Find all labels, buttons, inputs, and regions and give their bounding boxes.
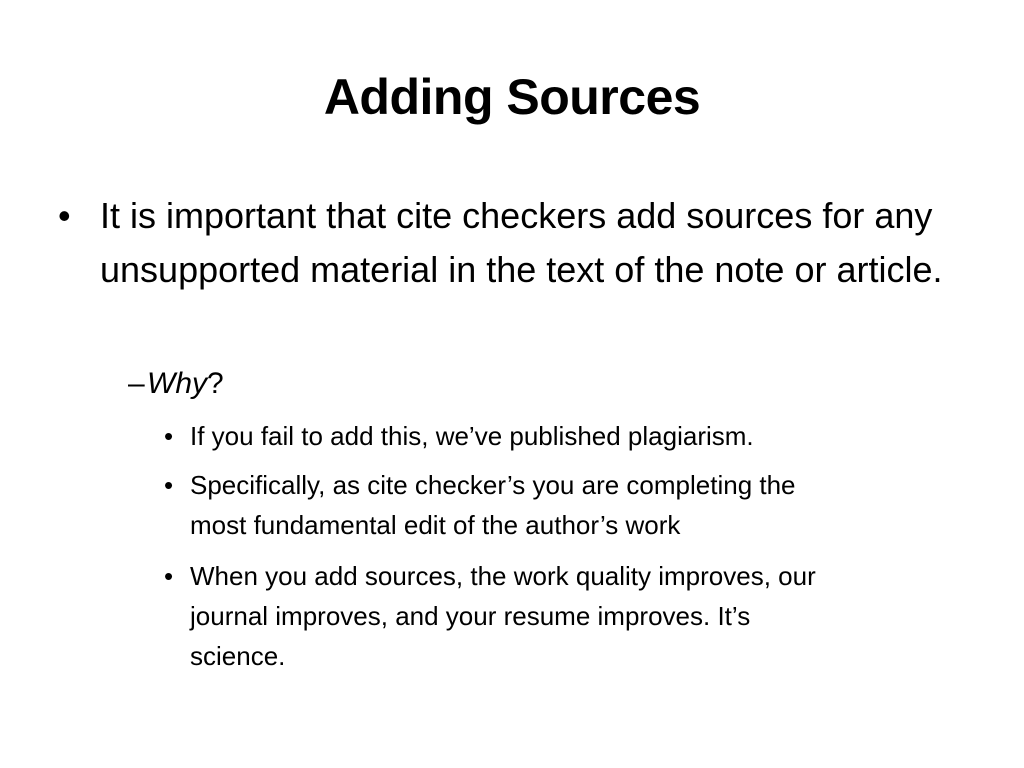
bullet-icon: • <box>58 195 71 236</box>
level2-suffix: ? <box>207 367 224 400</box>
level3-line: most fundamental edit of the author’s work <box>190 510 681 540</box>
level2-emphasis: Why <box>147 367 207 400</box>
level3-item <box>190 416 980 456</box>
level1-bullet-text: It is important that cite checkers add sources for any unsupported material in the text of the note or article. <box>100 195 943 290</box>
level3-line: journal improves, and your resume improves. It’s <box>190 601 751 631</box>
level3-line: Specifically, as cite checker’s you are completing the <box>190 470 796 500</box>
level3-line: science. <box>190 641 286 671</box>
level3-item <box>190 465 980 545</box>
level2-bullet-text <box>147 364 224 404</box>
bullet-icon: • <box>164 470 174 500</box>
level3-item <box>190 556 980 676</box>
level3-line: When you add sources, the work quality improves, our <box>190 561 816 591</box>
level3-line: If you fail to add this, we’ve published plagiarism. <box>190 421 754 451</box>
bullet-icon: • <box>164 561 174 591</box>
slide-title: Adding Sources <box>323 69 701 125</box>
bullet-icon: • <box>164 421 174 451</box>
dash-icon: – <box>128 367 145 400</box>
